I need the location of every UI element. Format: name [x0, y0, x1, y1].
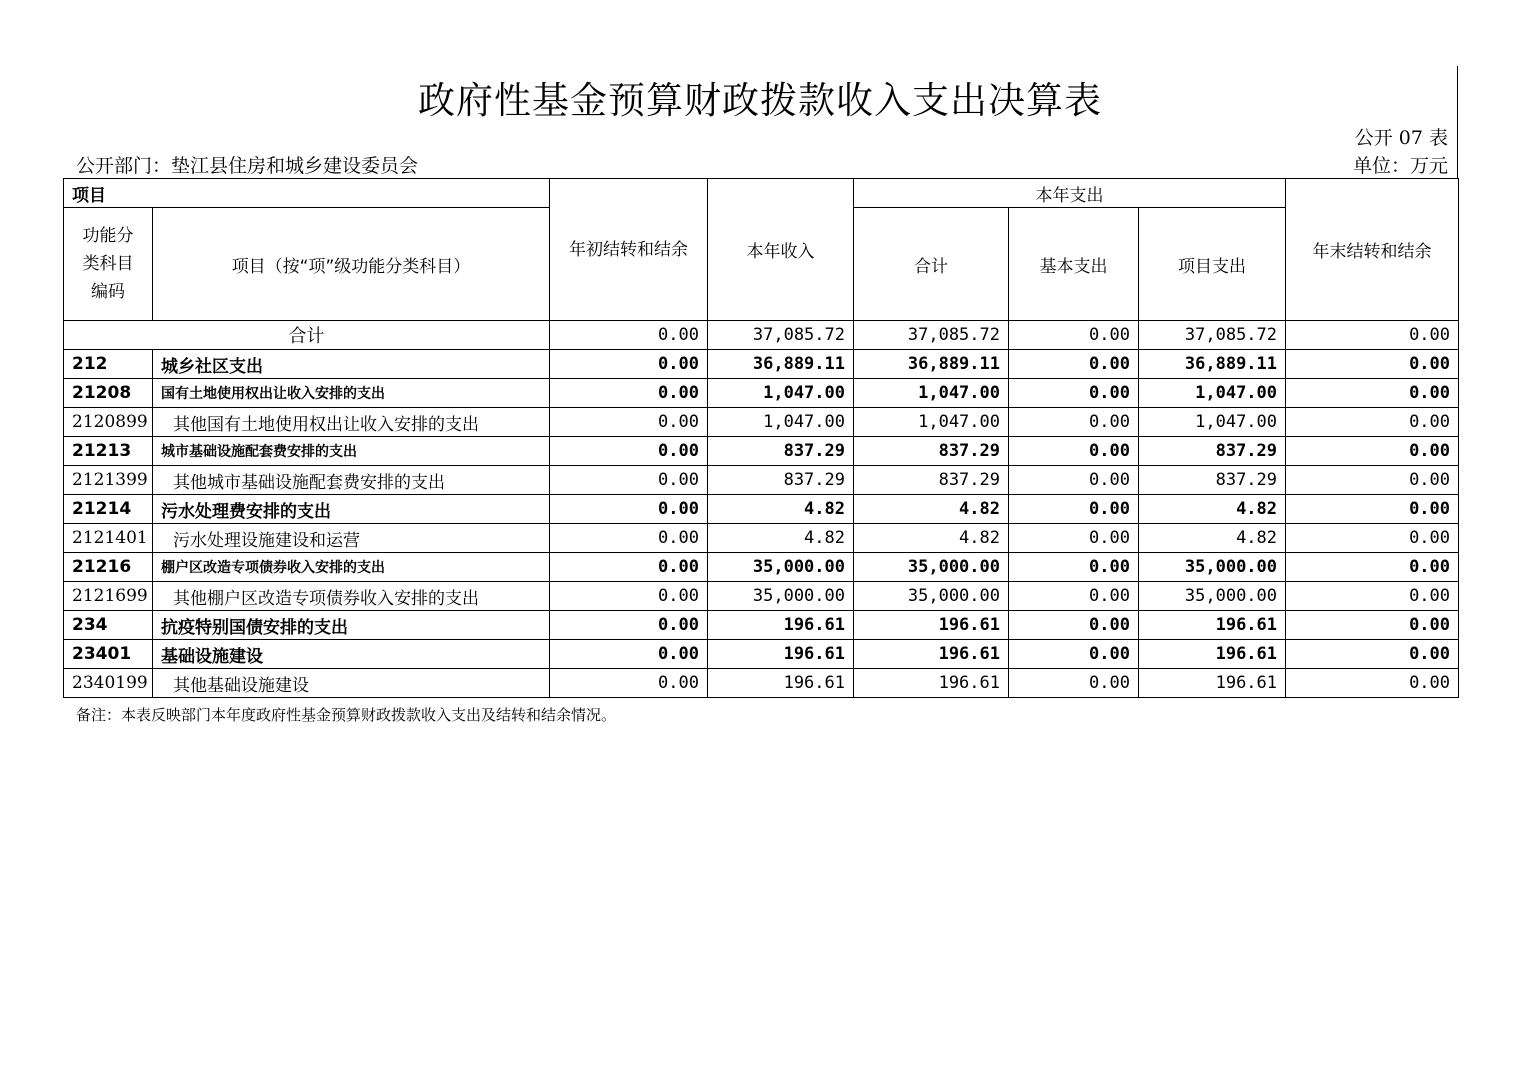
basic-cell: 0.00	[1009, 582, 1139, 611]
table-row	[64, 437, 1459, 466]
code-cell: 2340199	[64, 669, 153, 698]
header-func-code: 功能分类科目编码	[64, 208, 153, 321]
name-cell: 城市基础设施配套费安排的支出	[153, 437, 550, 466]
income-cell: 35,000.00	[708, 553, 854, 582]
name-cell: 抗疫特别国债安排的支出	[153, 611, 550, 640]
header-expense-total: 合计	[854, 208, 1009, 321]
opening-cell: 0.00	[550, 640, 708, 669]
opening-cell: 0.00	[550, 408, 708, 437]
income-cell: 196.61	[708, 611, 854, 640]
income-cell: 35,000.00	[708, 582, 854, 611]
exp-total-cell: 837.29	[854, 437, 1009, 466]
total-income-cell: 37,085.72	[708, 321, 854, 350]
basic-cell: 0.00	[1009, 640, 1139, 669]
income-cell: 4.82	[708, 524, 854, 553]
project-cell: 196.61	[1139, 669, 1286, 698]
code-cell: 234	[64, 611, 153, 640]
basic-cell: 0.00	[1009, 379, 1139, 408]
code-cell: 21208	[64, 379, 153, 408]
basic-cell: 0.00	[1009, 350, 1139, 379]
table-row	[64, 640, 1459, 669]
header-closing-balance: 年末结转和结余	[1286, 179, 1459, 321]
header-item-name: 项目（按“项”级功能分类科目）	[153, 208, 550, 321]
opening-cell: 0.00	[550, 582, 708, 611]
code-cell: 2121399	[64, 466, 153, 495]
exp-total-cell: 4.82	[854, 495, 1009, 524]
opening-cell: 0.00	[550, 669, 708, 698]
closing-cell: 0.00	[1286, 640, 1459, 669]
closing-cell: 0.00	[1286, 611, 1459, 640]
header-current-income: 本年收入	[708, 179, 854, 321]
income-cell: 36,889.11	[708, 350, 854, 379]
closing-cell: 0.00	[1286, 350, 1459, 379]
header-project-expense: 项目支出	[1139, 208, 1286, 321]
closing-cell: 0.00	[1286, 466, 1459, 495]
header-opening-balance: 年初结转和结余	[550, 179, 708, 321]
income-cell: 837.29	[708, 437, 854, 466]
closing-cell: 0.00	[1286, 437, 1459, 466]
basic-cell: 0.00	[1009, 495, 1139, 524]
name-cell: 其他城市基础设施配套费安排的支出	[153, 466, 550, 495]
opening-cell: 0.00	[550, 495, 708, 524]
total-label: 合计	[64, 321, 550, 350]
project-cell: 35,000.00	[1139, 553, 1286, 582]
opening-cell: 0.00	[550, 379, 708, 408]
basic-cell: 0.00	[1009, 524, 1139, 553]
project-cell: 1,047.00	[1139, 408, 1286, 437]
income-cell: 196.61	[708, 640, 854, 669]
basic-cell: 0.00	[1009, 408, 1139, 437]
name-cell: 国有土地使用权出让收入安排的支出	[153, 379, 550, 408]
table-row	[64, 495, 1459, 524]
name-cell: 其他棚户区改造专项债券收入安排的支出	[153, 582, 550, 611]
table-row	[64, 669, 1459, 698]
total-closing-cell: 0.00	[1286, 321, 1459, 350]
header-current-expense: 本年支出	[854, 179, 1286, 208]
income-cell: 1,047.00	[708, 408, 854, 437]
table-row	[64, 524, 1459, 553]
department-label: 公开部门：垫江县住房和城乡建设委员会	[76, 155, 419, 177]
exp-total-cell: 196.61	[854, 640, 1009, 669]
project-cell: 36,889.11	[1139, 350, 1286, 379]
closing-cell: 0.00	[1286, 408, 1459, 437]
code-cell: 2121401	[64, 524, 153, 553]
project-cell: 837.29	[1139, 466, 1286, 495]
code-cell: 23401	[64, 640, 153, 669]
name-cell: 污水处理设施建设和运营	[153, 524, 550, 553]
name-cell: 棚户区改造专项债券收入安排的支出	[153, 553, 550, 582]
exp-total-cell: 1,047.00	[854, 379, 1009, 408]
basic-cell: 0.00	[1009, 466, 1139, 495]
unit-label: 单位：万元	[1352, 155, 1448, 177]
table-row	[64, 408, 1459, 437]
table-row	[64, 553, 1459, 582]
project-cell: 4.82	[1139, 495, 1286, 524]
exp-total-cell: 196.61	[854, 669, 1009, 698]
closing-cell: 0.00	[1286, 495, 1459, 524]
header-project: 项目	[64, 179, 550, 208]
project-cell: 35,000.00	[1139, 582, 1286, 611]
closing-cell: 0.00	[1286, 582, 1459, 611]
total-row	[64, 321, 1459, 350]
basic-cell: 0.00	[1009, 553, 1139, 582]
exp-total-cell: 837.29	[854, 466, 1009, 495]
opening-cell: 0.00	[550, 350, 708, 379]
opening-cell: 0.00	[550, 611, 708, 640]
total-exp-total-cell: 37,085.72	[854, 321, 1009, 350]
header-basic-expense: 基本支出	[1009, 208, 1139, 321]
exp-total-cell: 36,889.11	[854, 350, 1009, 379]
basic-cell: 0.00	[1009, 669, 1139, 698]
closing-cell: 0.00	[1286, 524, 1459, 553]
total-project-cell: 37,085.72	[1139, 321, 1286, 350]
table-number: 公开 07 表	[1354, 127, 1448, 149]
footnote: 备注：本表反映部门本年度政府性基金预算财政拨款收入支出及结转和结余情况。	[76, 706, 617, 724]
basic-cell: 0.00	[1009, 611, 1139, 640]
income-cell: 837.29	[708, 466, 854, 495]
name-cell: 基础设施建设	[153, 640, 550, 669]
table-row	[64, 611, 1459, 640]
code-cell: 21213	[64, 437, 153, 466]
exp-total-cell: 1,047.00	[854, 408, 1009, 437]
budget-table	[63, 178, 1459, 698]
project-cell: 196.61	[1139, 640, 1286, 669]
table-row	[64, 582, 1459, 611]
basic-cell: 0.00	[1009, 437, 1139, 466]
income-cell: 4.82	[708, 495, 854, 524]
name-cell: 污水处理费安排的支出	[153, 495, 550, 524]
project-cell: 837.29	[1139, 437, 1286, 466]
table-row	[64, 379, 1459, 408]
opening-cell: 0.00	[550, 553, 708, 582]
code-cell: 2120899	[64, 408, 153, 437]
table-row	[64, 466, 1459, 495]
table-body	[64, 179, 1459, 698]
income-cell: 196.61	[708, 669, 854, 698]
code-cell: 21216	[64, 553, 153, 582]
total-basic-cell: 0.00	[1009, 321, 1139, 350]
name-cell: 其他基础设施建设	[153, 669, 550, 698]
exp-total-cell: 35,000.00	[854, 553, 1009, 582]
name-cell: 其他国有土地使用权出让收入安排的支出	[153, 408, 550, 437]
closing-cell: 0.00	[1286, 379, 1459, 408]
code-cell: 2121699	[64, 582, 153, 611]
project-cell: 196.61	[1139, 611, 1286, 640]
code-cell: 21214	[64, 495, 153, 524]
opening-cell: 0.00	[550, 466, 708, 495]
opening-cell: 0.00	[550, 437, 708, 466]
header-row-1	[64, 179, 1459, 208]
exp-total-cell: 35,000.00	[854, 582, 1009, 611]
project-cell: 4.82	[1139, 524, 1286, 553]
closing-cell: 0.00	[1286, 553, 1459, 582]
table-row	[64, 350, 1459, 379]
exp-total-cell: 196.61	[854, 611, 1009, 640]
total-opening-cell: 0.00	[550, 321, 708, 350]
closing-cell: 0.00	[1286, 669, 1459, 698]
page-title: 政府性基金预算财政拨款收入支出决算表	[418, 79, 1102, 122]
code-cell: 212	[64, 350, 153, 379]
project-cell: 1,047.00	[1139, 379, 1286, 408]
opening-cell: 0.00	[550, 524, 708, 553]
exp-total-cell: 4.82	[854, 524, 1009, 553]
name-cell: 城乡社区支出	[153, 350, 550, 379]
income-cell: 1,047.00	[708, 379, 854, 408]
